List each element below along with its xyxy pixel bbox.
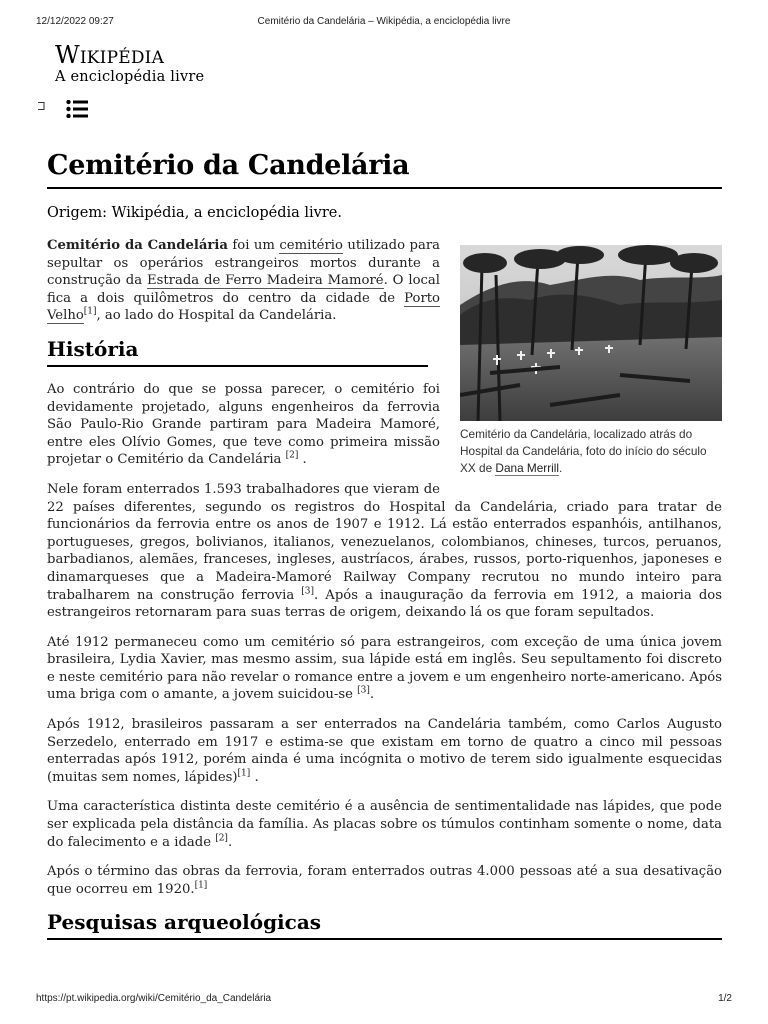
cemetery-photo[interactable] [460, 245, 722, 421]
section-heading-historia: História [47, 337, 428, 367]
historia-paragraph-6: Após o término das obras da ferrovia, foram enterrados outras 4.000 pessoas até a sua desativação que ocorreu em 1920.[1] [47, 864, 722, 897]
ref-2[interactable]: [2] [285, 450, 299, 461]
print-title: Cemitério da Candelária – Wikipédia, a enciclopédia livre [257, 16, 511, 27]
site-subtitle: Origem: Wikipédia, a enciclopédia livre. [47, 205, 342, 221]
historia-paragraph-2: Nele foram enterrados 1.593 trabalhadores que vieram de 22 países diferentes, segundo os registros do Hospital da Candelária, criado para tratar de funcionários da ferrovia entre os anos de 1907 e 1912. Lá estão enterrados espanhóis, antilhanos, portugueses, gregos, bolivianos, italianos, venezuelanos, colombianos, chineses, turcos, peruanos, barbadianos, alemães, franceses, ingleses, austríacos, árabes, russos, porto-riquenhos, japoneses e dinamarqueses que a Madeira-Mamoré Railway Company recrutou no mundo inteiro para trabalharem na construção ferrovia [3]. Após a inauguração da ferrovia em 1912, a maioria dos estrangeiros retornaram para suas terras de origem, deixando lá os que foram sepultados. [47, 481, 722, 621]
ref-1b[interactable]: [1] [237, 768, 251, 779]
intro-paragraph: Cemitério da Candelária foi um cemitério utilizado para sepultar os operários estrangeiros mortos durante a construção da Estrada de Ferro Madeira Mamoré. O local fica a dois quilômetros do centro da cidade de Porto Velho[1], ao lado do Hospital da Candelária. [47, 238, 441, 324]
historia-paragraph-1: Ao contrário do que se possa parecer, o cemitério foi devidamente projetado, alguns engenheiros da ferrovia São Paulo-Rio Grande partiram para Madeira Mamoré, entre eles Olívio Gomes, que teve como primeira missão projetar o Cemitério da Candelária [2] . [47, 381, 440, 468]
section-heading-pesquisas: Pesquisas arqueológicas [47, 910, 722, 940]
wikipedia-logo[interactable] [55, 42, 204, 85]
page-title: Cemitério da Candelária [47, 150, 722, 189]
figure-caption: Cemitério da Candelária, localizado atrás do Hospital da Candelária, foto do início do século XX de Dana Merrill. [460, 427, 707, 475]
link-estrada-de-ferro[interactable]: Estrada de Ferro Madeira Mamoré [146, 273, 384, 289]
print-url: https://pt.wikipedia.org/wiki/Cemitério_da_Candelária [36, 993, 272, 1004]
ref-3[interactable]: [3] [301, 586, 315, 597]
ref-3b[interactable]: [3] [357, 686, 370, 697]
historia-paragraph-3: Até 1912 permaneceu como um cemitério só para estrangeiros, com exceção de uma única jovem brasileira, Lydia Xavier, mas mesmo assim, sua lápide está em inglês. Seu sepultamento foi discreto e neste cemitério para não revelar o romance entre a jovem e um engenheiro norte-americano. Após uma briga com o amante, a jovem suicidou-se [3]. [47, 634, 722, 703]
figure-thumb [460, 245, 722, 477]
ref-1[interactable]: [1] [83, 306, 97, 317]
article-content [47, 150, 722, 954]
link-porto-velho[interactable]: Porto Velho [47, 290, 440, 324]
logo-tagline: A enciclopédia livre [55, 69, 205, 85]
toc-toggle-icon[interactable] [37, 102, 47, 110]
link-cemiterio[interactable]: cemitério [279, 238, 343, 253]
ref-1c[interactable]: [1] [194, 880, 208, 891]
historia-paragraph-4: Após 1912, brasileiros passaram a ser enterrados na Candelária também, como Carlos Augusto Serzedelo, enterrado em 1917 e estima-se que existam em torno de quatro a cinco mil pessoas enterradas após 1912, porém ainda é uma incógnita o motivo de terem sido igualmente esquecidas (muitas sem nomes, lápides)[1] . [47, 717, 722, 785]
print-page-number: 1/2 [718, 993, 732, 1004]
link-dana-merrill[interactable]: Dana Merrill [495, 461, 560, 475]
menu-list-icon[interactable] [66, 100, 88, 118]
ref-2b[interactable]: [2] [215, 833, 228, 844]
historia-paragraph-5: Uma característica distinta deste cemitério é a ausência de sentimentalidade nas lápides, que pode ser explicada pela distância da família. As placas sobre os túmulos continham somente o nome, data do falecimento e a idade [2]. [47, 799, 722, 850]
logo-wordmark: Wikipédia [55, 41, 165, 69]
print-datetime: 12/12/2022 09:27 [36, 16, 114, 27]
